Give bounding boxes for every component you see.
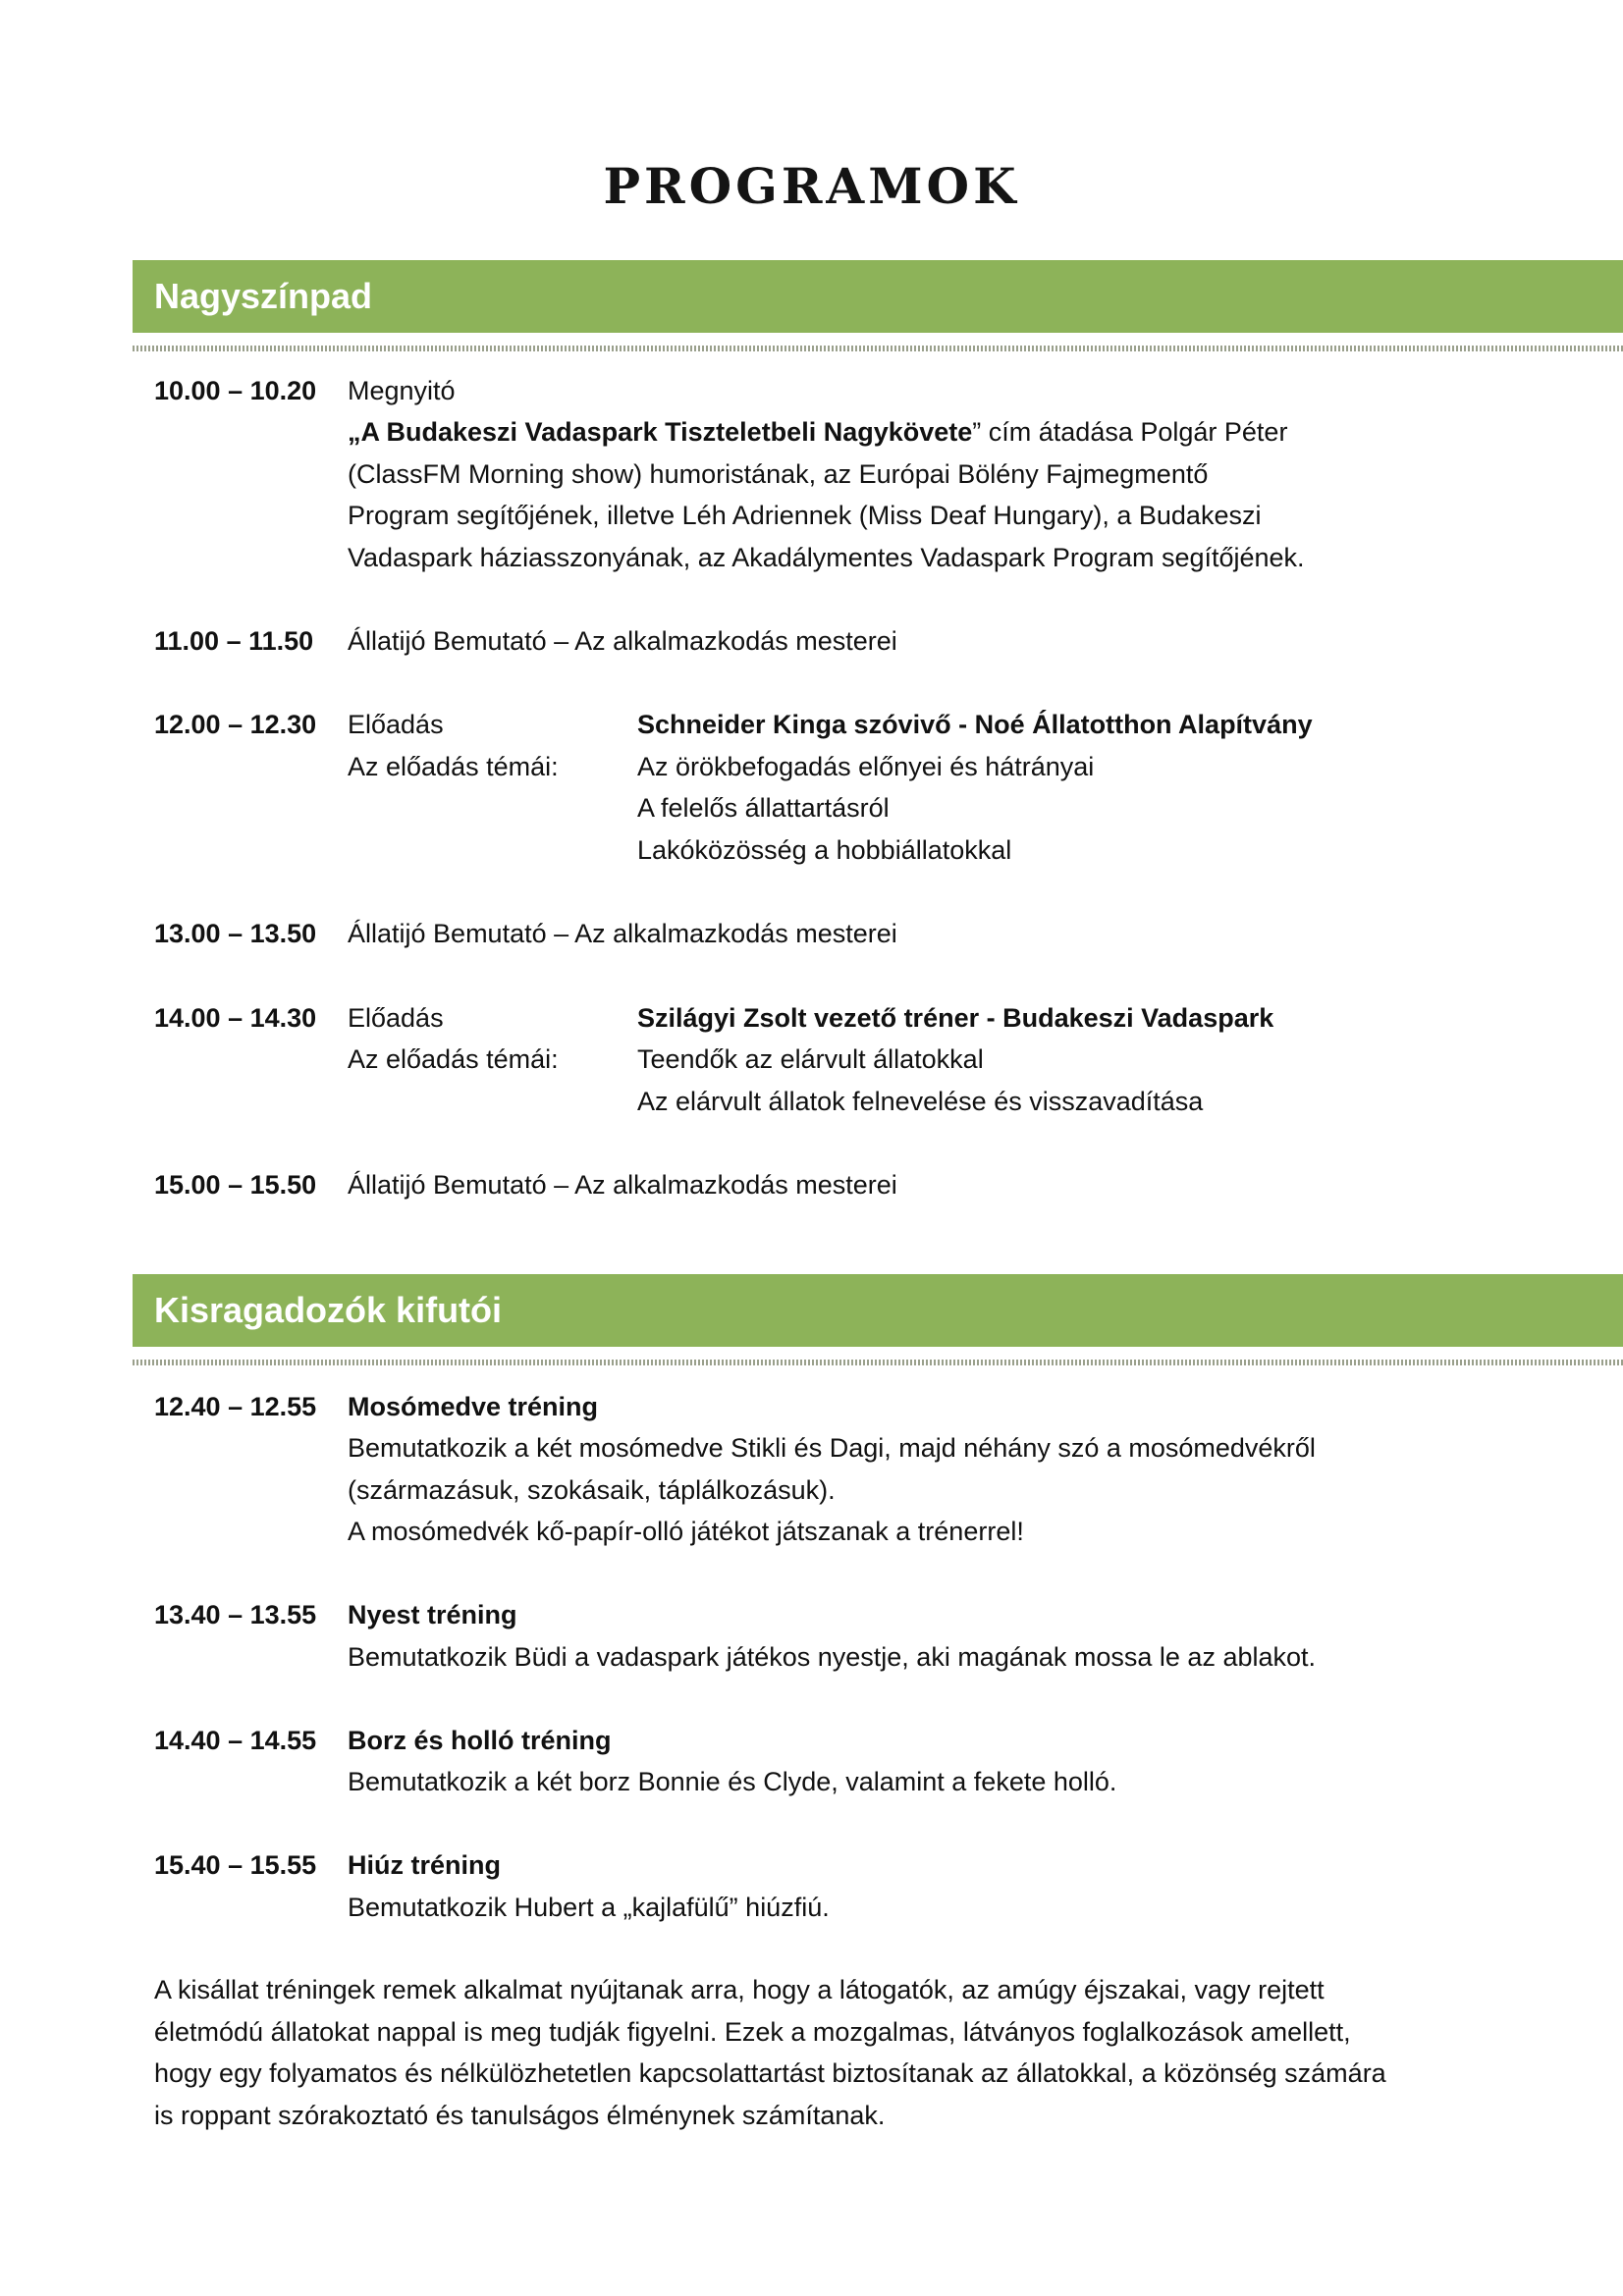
training-title: Nyest tréning (348, 1600, 517, 1629)
entry-time: 15.40 – 15.55 (154, 1850, 317, 1880)
entry-time: 13.00 – 13.50 (154, 919, 317, 948)
training-title: Mosómedve tréning (348, 1392, 599, 1421)
topics-label: Az előadás témái: (348, 752, 559, 781)
entry-time: 10.00 – 10.20 (154, 376, 317, 405)
training-description-line: Bemutatkozik a két borz Bonnie és Clyde, valamint a fekete holló. (348, 1767, 1117, 1796)
entry-time: 14.00 – 14.30 (154, 1003, 317, 1033)
topic-item: Lakóközösség a hobbiállatokkal (637, 835, 1012, 865)
section-divider (133, 346, 1623, 351)
entry-time: 11.00 – 11.50 (154, 626, 314, 656)
section-header-nagyszinpad: Nagyszínpad (133, 260, 1623, 333)
entry-label: Megnyitó (348, 376, 456, 405)
training-description-line: Bemutatkozik Büdi a vadaspark játékos nyestje, aki magának mossa le az ablakot. (348, 1642, 1317, 1672)
entry-label: Állatijó Bemutató – Az alkalmazkodás mesterei (348, 1170, 897, 1200)
closing-paragraph (154, 1969, 1386, 2136)
topic-item: Az elárvult állatok felnevelése és visszavadítása (637, 1087, 1204, 1116)
topics-label: Az előadás témái: (348, 1044, 559, 1074)
lecture-speaker: Schneider Kinga szóvivő - Noé Állatotthon Alapítvány (637, 710, 1313, 739)
training-description-line: (származásuk, szokásaik, táplálkozásuk). (348, 1475, 836, 1505)
award-title: „A Budakeszi Vadaspark Tiszteletbeli Nagykövete (348, 417, 973, 447)
training-title: Borz és holló tréning (348, 1726, 612, 1755)
entry-label: Állatijó Bemutató – Az alkalmazkodás mesterei (348, 919, 897, 948)
entry-time: 12.40 – 12.55 (154, 1392, 317, 1421)
entry-time: 12.00 – 12.30 (154, 710, 317, 739)
entry-label: Állatijó Bemutató – Az alkalmazkodás mesterei (348, 626, 897, 656)
award-title-after: ” cím átadása Polgár Péter (972, 417, 1288, 447)
training-description-line: Bemutatkozik Hubert a „kajlafülű” hiúzfiú. (348, 1893, 830, 1922)
entry-time: 15.00 – 15.50 (154, 1170, 317, 1200)
paragraph-line: A kisállat tréningek remek alkalmat nyújtanak arra, hogy a látogatók, az amúgy éjszakai, vagy rejtett (154, 1975, 1325, 2004)
entry-description-line (348, 417, 1287, 448)
page-title: PROGRAMOK (603, 157, 1020, 215)
paragraph-line: életmódú állatokat nappal is meg tudják figyelni. Ezek a mozgalmas, látványos foglalkozások amellett, (154, 2016, 1351, 2047)
training-description-line: Bemutatkozik a két mosómedve Stikli és Dagi, majd néhány szó a mosómedvékről (348, 1433, 1316, 1463)
entry-description-line: Program segítőjének, illetve Léh Adriennek (Miss Deaf Hungary), a Budakeszi (348, 501, 1262, 530)
training-description-line: A mosómedvék kő-papír-olló játékot játszanak a trénerrel! (348, 1517, 1024, 1546)
paragraph-line: hogy egy folyamatos és nélkülözhetetlen kapcsolattartást biztosítanak az állatokkal, a közönség számára (154, 2058, 1386, 2088)
topic-item: Teendők az elárvult állatokkal (637, 1044, 984, 1074)
paragraph-line: is roppant szórakoztató és tanulságos élménynek számítanak. (154, 2100, 886, 2130)
entry-time: 14.40 – 14.55 (154, 1726, 317, 1755)
section-divider (133, 1360, 1623, 1365)
entry-label: Előadás (348, 1003, 444, 1033)
entry-time: 13.40 – 13.55 (154, 1600, 317, 1629)
entry-description-line: Vadaspark háziasszonyának, az Akadálymentes Vadaspark Program segítőjének. (348, 543, 1305, 572)
entry-description-line: (ClassFM Morning show) humoristának, az Európai Bölény Fajmegmentő (348, 459, 1209, 489)
lecture-speaker: Szilágyi Zsolt vezető tréner - Budakeszi Vadaspark (637, 1003, 1274, 1033)
section-header-kisragadozok: Kisragadozók kifutói (133, 1274, 1623, 1347)
entry-label: Előadás (348, 710, 444, 739)
topic-item: A felelős állattartásról (637, 793, 890, 823)
topic-item: Az örökbefogadás előnyei és hátrányai (637, 752, 1095, 781)
training-title: Hiúz tréning (348, 1850, 501, 1880)
